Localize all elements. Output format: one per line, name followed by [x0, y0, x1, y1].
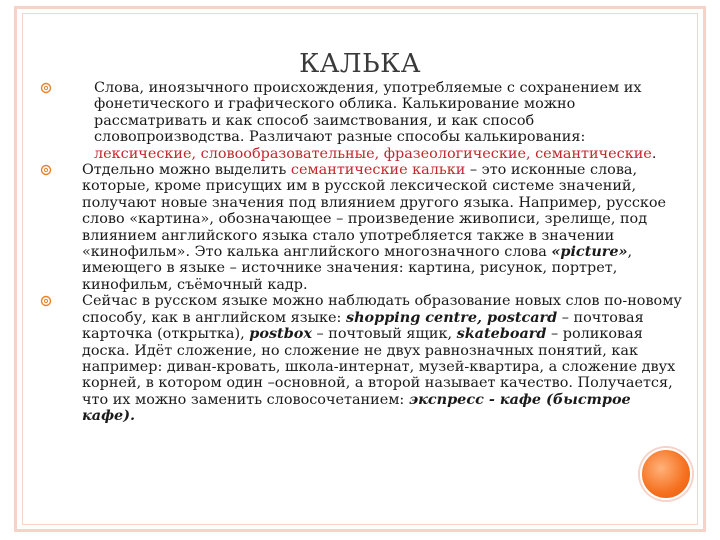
text: , имеющего в языке – источнике значения: картина, рисунок, портрет, кинофильм, съёмочный кадр.	[82, 244, 633, 293]
text: – роликовая доска. Идёт сложение, но сложение не двух равнозначных понятий, как например: диван-кровать, школа-интернат, музей-квартира, а сложение двух корней, в котором один –основной, а второй называет качество. Получается, что их можно заменить словосочетанием:	[82, 326, 676, 408]
bullet-paragraph-2	[64, 162, 686, 293]
slide-title: КАЛЬКА	[299, 49, 421, 80]
decorative-circle	[640, 448, 692, 500]
highlight-text: семантические кальки	[290, 162, 466, 179]
bullet-paragraph-1	[64, 80, 686, 162]
text: Сейчас в русском языке можно наблюдать образование новых слов по-новому способу, как в английском языке:	[82, 293, 682, 326]
text: Слова, иноязычного происхождения, употребляемые с сохранением их фонетического и графического облика. Калькирование можно рассматривать и как способ заимствования, и как способ словопроизводства. Различают разные способы калькирования:	[94, 80, 642, 146]
bold-term: skateboard	[456, 325, 547, 343]
bullet-icon	[40, 164, 52, 176]
bullet-icon	[40, 82, 52, 94]
bold-term: shopping centre, postcard	[345, 308, 558, 326]
text: – это исконные слова, которые, кроме присущих им в русской лексической системе значений, получают новые значения под влиянием другого языка. Например, русское слово «картина», обозначающее – произведение живописи, зрелище, под влиянием английского языка стало употребляется также в значении «кинофильм». Это калька английского многозначного слова	[82, 162, 667, 261]
text: .	[130, 407, 136, 425]
bold-term: «picture»	[551, 243, 628, 261]
slide-content	[64, 80, 686, 425]
bold-term: экспресс - кафе (быстрое кафе)	[82, 390, 631, 425]
text: – почтовый ящик,	[311, 326, 457, 343]
text: Отдельно можно выделить	[82, 162, 291, 179]
bullet-paragraph-3	[64, 293, 686, 424]
bullet-icon	[40, 295, 52, 307]
text: .	[651, 145, 657, 162]
text: – почтовая карточка (открытка),	[82, 309, 644, 343]
bold-term: postbox	[249, 325, 312, 343]
highlight-text: лексические, словообразовательные, фразеологические, семантические	[94, 145, 652, 162]
